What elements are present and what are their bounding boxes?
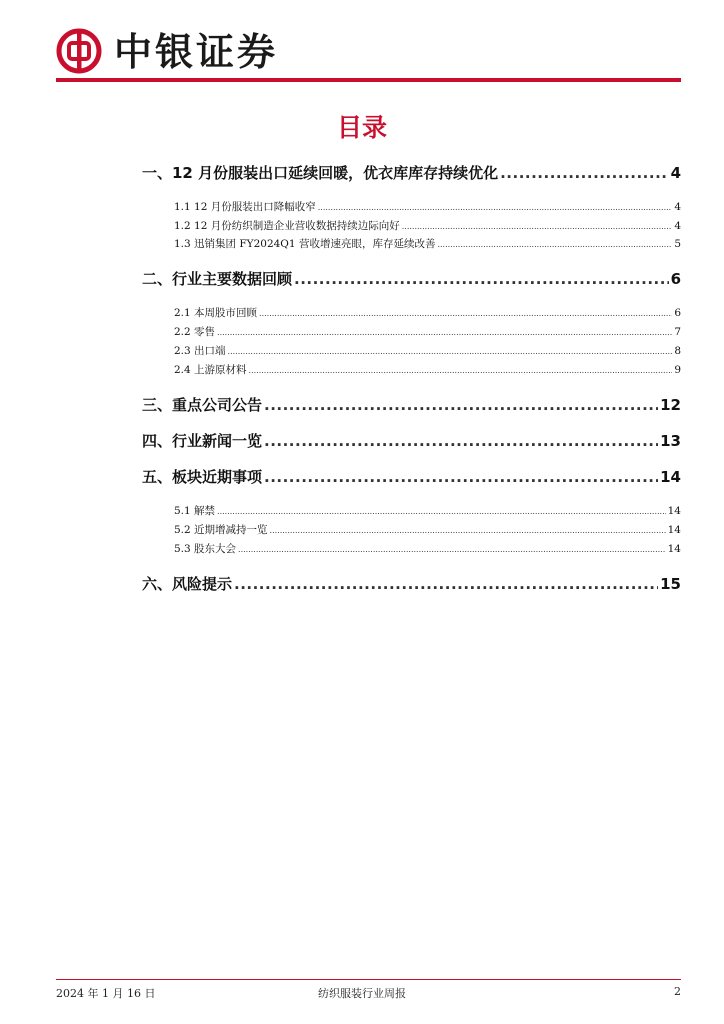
toc-leader <box>234 575 658 593</box>
toc-leader <box>437 240 672 249</box>
header-divider <box>56 78 681 82</box>
toc-subentry[interactable] <box>174 236 681 251</box>
footer-page-number: 2 <box>674 985 681 998</box>
toc-entry-page: 14 <box>667 524 681 536</box>
toc-leader <box>259 309 672 318</box>
toc-leader <box>228 347 673 356</box>
toc-entry-page: 15 <box>660 575 681 593</box>
toc-entry-page: 6 <box>674 307 681 319</box>
toc-subentry[interactable] <box>174 522 681 537</box>
toc-leader <box>249 366 673 375</box>
toc-entry-label: 1.1 12 月份服装出口降幅收窄 <box>174 201 316 213</box>
toc-entry[interactable] <box>142 430 681 451</box>
toc-title: 目录 <box>336 113 387 142</box>
toc-entry-page: 13 <box>660 432 681 450</box>
toc-leader <box>294 270 669 288</box>
toc-entry-label: 一、12 月份服装出口延续回暖，优衣库库存持续优化 <box>142 164 499 182</box>
toc-leader <box>270 526 666 535</box>
toc-entry-label: 1.2 12 月份纺织制造企业营收数据持续边际向好 <box>174 220 400 232</box>
toc-subentry[interactable] <box>174 199 681 214</box>
toc-leader <box>402 222 673 231</box>
toc-subentry[interactable] <box>174 343 681 358</box>
toc-entry-page: 12 <box>660 396 681 414</box>
toc-entry-page: 8 <box>674 345 681 357</box>
toc-entry-page: 14 <box>667 505 681 517</box>
toc-entry-page: 5 <box>674 238 681 250</box>
toc-entry-page: 14 <box>667 543 681 555</box>
page-header <box>56 28 681 78</box>
toc-entry-page: 4 <box>670 164 681 182</box>
toc-entry-label: 1.3 迅销集团 FY2024Q1 营收增速亮眼，库存延续改善 <box>174 238 436 250</box>
toc-leader <box>217 507 666 516</box>
bank-of-china-logo-icon <box>56 28 102 74</box>
toc-subentry[interactable] <box>174 541 681 556</box>
toc-entry-page: 6 <box>670 270 681 288</box>
toc-leader <box>500 164 668 182</box>
toc-entry-label: 三、重点公司公告 <box>142 396 263 414</box>
toc-entry-label: 5.1 解禁 <box>174 505 216 517</box>
toc-entry-page: 7 <box>674 326 681 338</box>
toc-entry-page: 4 <box>674 201 681 213</box>
toc-leader <box>238 545 666 554</box>
toc-entry-label: 2.2 零售 <box>174 326 216 338</box>
toc-entry-label: 2.3 出口端 <box>174 345 226 357</box>
toc-leader <box>264 468 658 486</box>
toc-entry-label: 四、行业新闻一览 <box>142 432 263 450</box>
toc-subentry[interactable] <box>174 305 681 320</box>
toc-leader <box>318 203 673 212</box>
toc-leader <box>264 432 658 450</box>
toc-entry-label: 5.2 近期增减持一览 <box>174 524 268 536</box>
toc-entry-page: 9 <box>674 364 681 376</box>
toc-subentry[interactable] <box>174 218 681 233</box>
toc-entry-page: 14 <box>660 468 681 486</box>
footer-date: 2024 年 1 月 16 日 <box>56 987 156 1000</box>
toc-subentry[interactable] <box>174 324 681 339</box>
toc-leader <box>264 396 658 414</box>
toc-leader <box>217 328 672 337</box>
toc-entry-label: 2.4 上游原材料 <box>174 364 247 376</box>
toc-subentry[interactable] <box>174 362 681 377</box>
toc-entry[interactable] <box>142 268 681 289</box>
toc-entry[interactable] <box>142 162 681 183</box>
toc-entry-page: 4 <box>674 220 681 232</box>
toc-entry[interactable] <box>142 466 681 487</box>
toc-entry[interactable] <box>142 394 681 415</box>
toc-entry[interactable] <box>142 573 681 594</box>
toc-entry-label: 2.1 本周股市回顾 <box>174 307 258 319</box>
toc-entry-label: 五、板块近期事项 <box>142 468 263 486</box>
toc-entry-label: 二、行业主要数据回顾 <box>142 270 293 288</box>
toc-entry-label: 六、风险提示 <box>142 575 233 593</box>
toc-subentry[interactable] <box>174 503 681 518</box>
brand-name: 中银证券 <box>114 30 279 74</box>
toc-entry-label: 5.3 股东大会 <box>174 543 237 555</box>
footer-report-name: 纺织服装行业周报 <box>318 987 406 1000</box>
footer-divider <box>56 979 681 980</box>
